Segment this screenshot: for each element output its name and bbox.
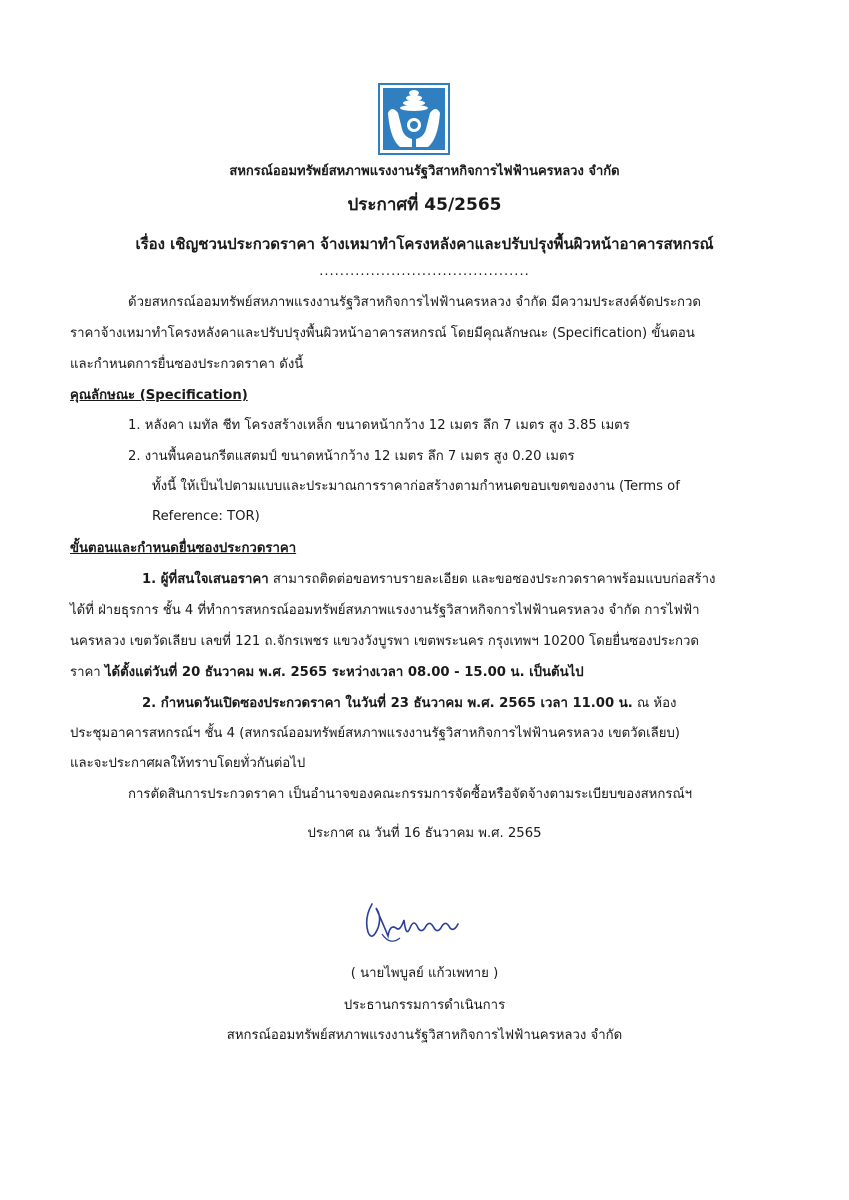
announcement-number: ประกาศที่ 45/2565 (347, 195, 502, 215)
procedure-item-1-label: 1. ผู้ที่สนใจเสนอราคา (142, 572, 269, 587)
intro-line-3: และกำหนดการยื่นซองประกวดราคา ดังนี้ (70, 357, 304, 372)
procedure-item-1-line-1 (142, 566, 715, 593)
spec-heading: คุณลักษณะ (Specification) (70, 388, 248, 403)
spec-note-line-2: Reference: TOR) (152, 509, 260, 524)
procedure-item-1-line-2: ได้ที่ ฝ่ายธุรการ ชั้น 4 ที่ทำการสหกรณ์ออมทรัพย์สหภาพแรงงานรัฐวิสาหกิจการไฟฟ้านครหลวง จำกัด การไฟฟ้า (70, 603, 700, 618)
spec-note-line-1: ทั้งนี้ ให้เป็นไปตามแบบและประมาณการราคาก่อสร้างตามกำหนดขอบเขตของงาน (Terms of (152, 479, 680, 494)
procedure-item-1-line-4-prefix: ราคา (70, 665, 105, 680)
procedure-item-2-line-2: ประชุมอาคารสหกรณ์ฯ ชั้น 4 (สหกรณ์ออมทรัพย์สหภาพแรงงานรัฐวิสาหกิจการไฟฟ้านครหลวง เขตวัดเลียบ) (70, 726, 680, 741)
organization-name: สหกรณ์ออมทรัพย์สหภาพแรงงานรัฐวิสาหกิจการไฟฟ้านครหลวง จำกัด (229, 164, 620, 179)
submission-period: ได้ตั้งแต่วันที่ 20 ธันวาคม พ.ศ. 2565 ระหว่างเวลา 08.00 - 15.00 น. เป็นต้นไป (104, 665, 584, 680)
signer-organization: สหกรณ์ออมทรัพย์สหภาพแรงงานรัฐวิสาหกิจการไฟฟ้านครหลวง จำกัด (226, 1028, 623, 1043)
announcement-subject: เรื่อง เชิญชวนประกวดราคา จ้างเหมาทำโครงหลังคาและปรับปรุงพื้นผิวหน้าอาคารสหกรณ์ (135, 235, 714, 253)
spec-item-2: 2. งานพื้นคอนกรีตแสตมป์ ขนาดหน้ากว้าง 12 เมตร ลึก 7 เมตร สูง 0.20 เมตร (128, 449, 575, 464)
intro-line-1: ด้วยสหกรณ์ออมทรัพย์สหภาพแรงงานรัฐวิสาหกิจการไฟฟ้านครหลวง จำกัด มีความประสงค์จัดประกวด (128, 295, 701, 310)
procedure-item-2-text: ณ ห้อง (632, 696, 677, 711)
procedure-item-1-line-3: นครหลวง เขตวัดเลียบ เลขที่ 121 ถ.จักรเพชร แขวงวังบูรพา เขตพระนคร กรุงเทพฯ 10200 โดยยื่นซองประกวด (70, 634, 699, 649)
separator: ......................................... (319, 264, 530, 279)
cooperative-logo-icon (378, 83, 450, 155)
procedure-item-1-line-4 (70, 659, 584, 686)
procedure-item-2-line-1 (142, 690, 676, 717)
opening-date: 2. กำหนดวันเปิดซองประกวดราคา ในวันที่ 23 ธันวาคม พ.ศ. 2565 เวลา 11.00 น. (142, 696, 633, 711)
spec-item-1: 1. หลังคา เมทัล ชีท โครงสร้างเหล็ก ขนาดหน้ากว้าง 12 เมตร ลึก 7 เมตร สูง 3.85 เมตร (128, 418, 630, 433)
signer-position: ประธานกรรมการดำเนินการ (343, 998, 506, 1013)
decision-statement: การตัดสินการประกวดราคา เป็นอำนาจของคณะกรรมการจัดซื้อหรือจัดจ้างตามระเบียบของสหกรณ์ฯ (128, 787, 693, 802)
signature-icon (360, 898, 470, 948)
procedure-heading: ขั้นตอนและกำหนดยื่นซองประกวดราคา (70, 541, 297, 556)
procedure-item-1-text: สามารถติดต่อขอทราบรายละเอียด และขอซองประกวดราคาพร้อมแบบก่อสร้าง (268, 572, 716, 587)
signer-name: ( นายไพบูลย์ แก้วเพทาย ) (350, 966, 499, 981)
procedure-item-2-line-3: และจะประกาศผลให้ทราบโดยทั่วกันต่อไป (70, 756, 306, 771)
announcement-date: ประกาศ ณ วันที่ 16 ธันวาคม พ.ศ. 2565 (307, 826, 542, 841)
intro-line-2: ราคาจ้างเหมาทำโครงหลังคาและปรับปรุงพื้นผิวหน้าอาคารสหกรณ์ โดยมีคุณลักษณะ (Specification) ขั้นตอน (70, 326, 695, 341)
